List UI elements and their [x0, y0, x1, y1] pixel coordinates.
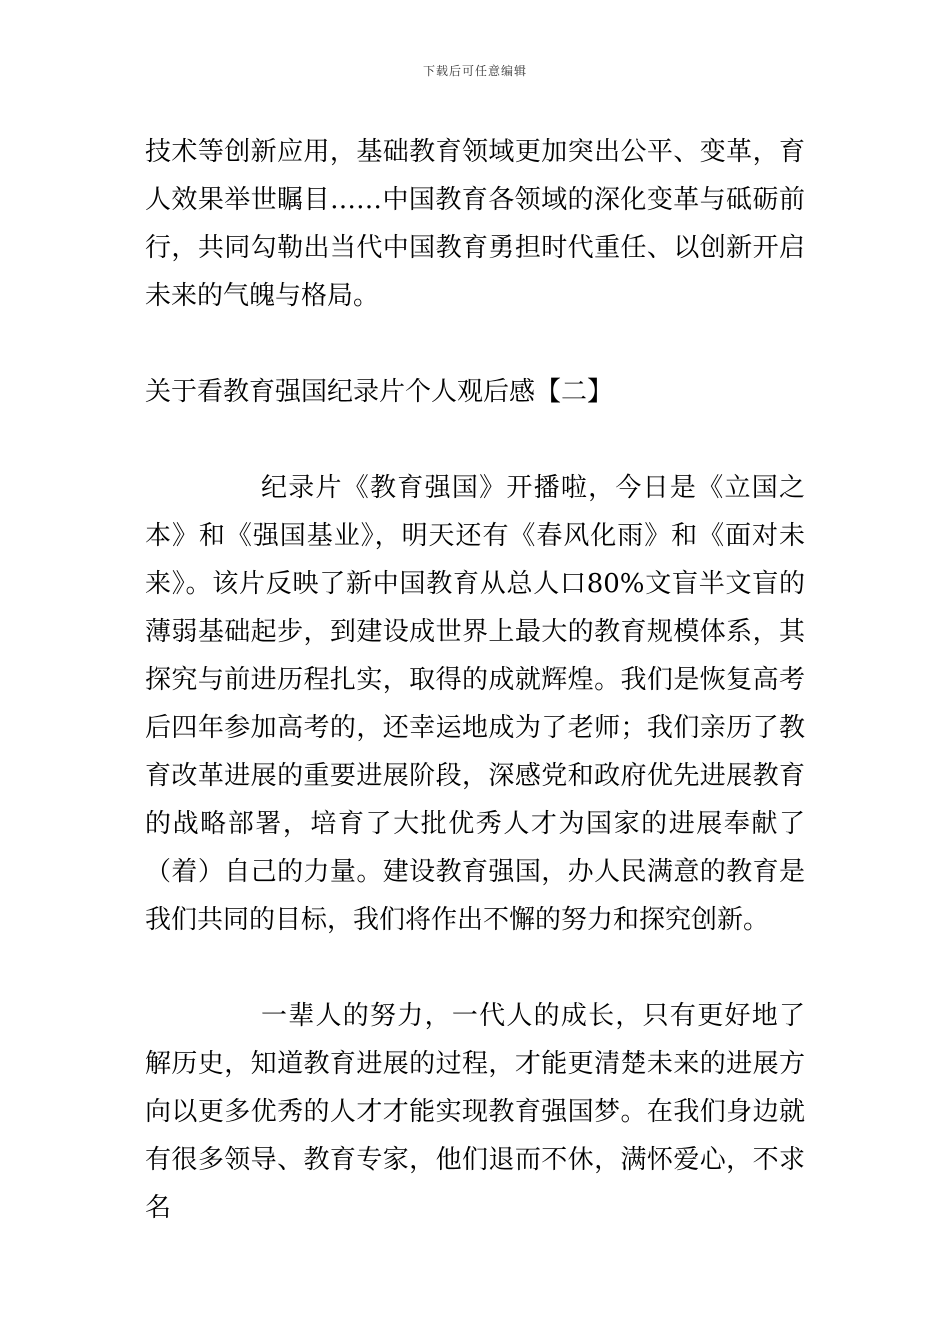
paragraph-documentary-intro: 纪录片《教育强国》开播啦，今日是《立国之本》和《强国基业》，明天还有《春风化雨》和《面对未来》。该片反映了新中国教育从总人口80%文盲半文盲的薄弱基础起步，到建设成世界上最大的教育规模体系，其探究与前进历程扎实，取得的成就辉煌。我们是恢复高考后四年参加高考的，还幸运地成为了老师；我们亲历了教育改革进展的重要进展阶段，深感党和政府优先进展教育的战略部署，培育了大批优秀人才为国家的进展奉献了（着）自己的力量。建设教育强国，办人民满意的教育是我们共同的目标，我们将作出不懈的努力和探究创新。	[145, 473, 805, 935]
section-heading: 关于看教育强国纪录片个人观后感【二】	[145, 377, 614, 407]
page-header: 下载后可任意编辑	[422, 64, 527, 78]
document-body	[145, 128, 805, 1232]
paragraph-continuation: 技术等创新应用，基础教育领域更加突出公平、变革，育人效果举世瞩目……中国教育各领域的深化变革与砥砺前行，共同勾勒出当代中国教育勇担时代重任、以创新开启未来的气魄与格局。	[145, 137, 805, 311]
paragraph-generation-effort: 一辈人的努力，一代人的成长，只有更好地了解历史，知道教育进展的过程，才能更清楚未来的进展方向以更多优秀的人才才能实现教育强国梦。在我们身边就有很多领导、教育专家，他们退而不休，满怀爱心，不求名	[145, 1001, 805, 1223]
